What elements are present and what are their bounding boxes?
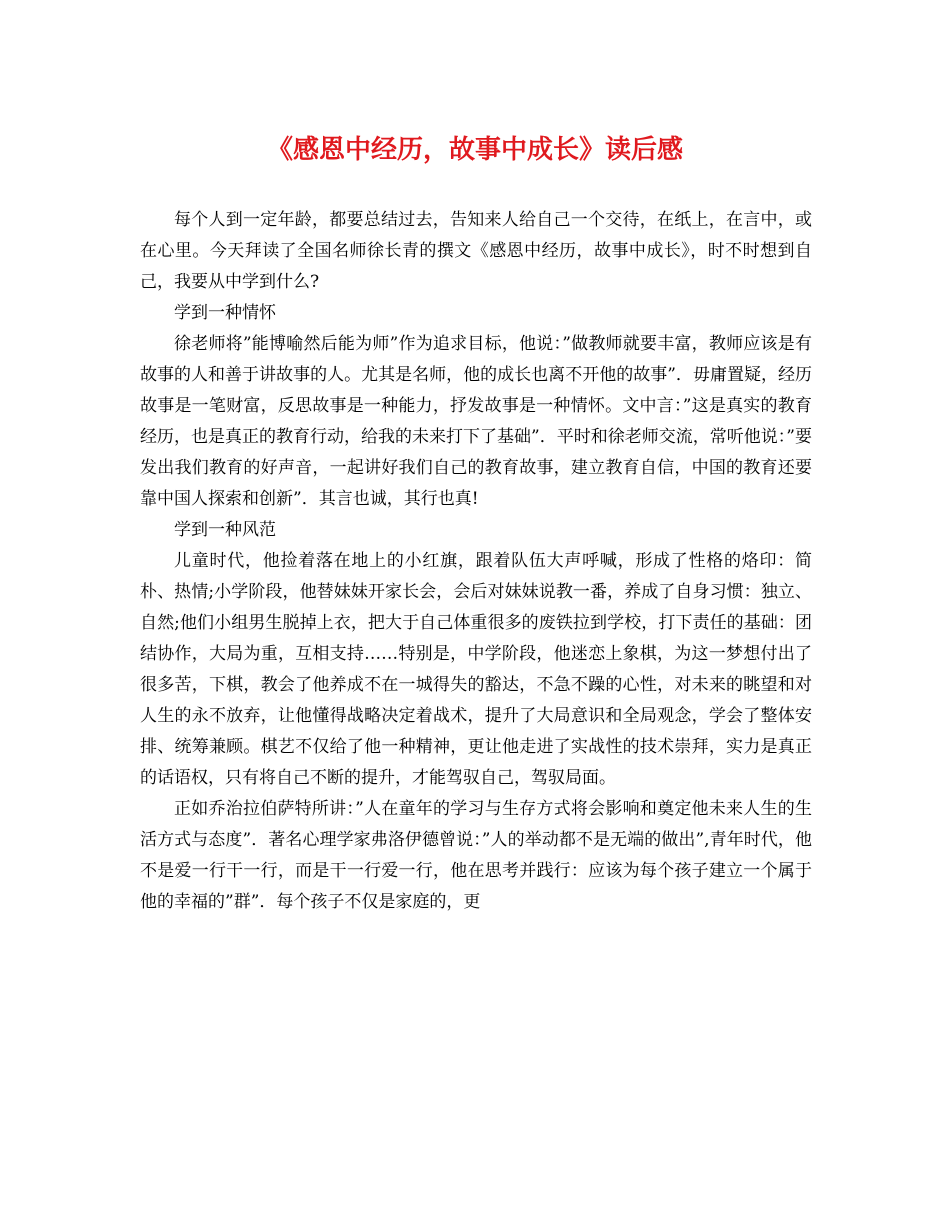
paragraph-intro: 每个人到一定年龄，都要总结过去，告知来人给自己一个交待，在纸上，在言中，或在心里。今天拜读了全国名师徐长青的撰文《感恩中经历，故事中成长》，时不时想到自己，我要从中学到什么?: [140, 210, 812, 292]
document-body: [140, 205, 812, 918]
document-title: 《感恩中经历，故事中成长》读后感: [266, 135, 683, 165]
paragraph-feeling: 徐老师将”能博喻然后能为师”作为追求目标，他说：”做教师就要丰富，教师应该是有故事的人和善于讲故事的人。尤其是名师，他的成长也离不开他的故事”．毋庸置疑，经历故事是一笔财富，反思故事是一种能力，抒发故事是一种情怀。文中言：”这是真实的教育经历，也是真正的教育行动，给我的未来打下了基础”．平时和徐老师交流，常听他说：”要发出我们教育的好声音，一起讲好我们自己的教育故事，建立教育自信，中国的教育还要靠中国人探索和创新”．其言也诚，其行也真!: [140, 334, 812, 509]
paragraph-childhood: 儿童时代，他捡着落在地上的小红旗，跟着队伍大声呼喊，形成了性格的烙印：简朴、热情;小学阶段，他替妹妹开家长会，会后对妹妹说教一番，养成了自身习惯：独立、自然;他们小组男生脱掉上衣，把大于自己体重很多的废铁拉到学校，打下责任的基础：团结协作，大局为重，互相支持……特别是，中学阶段，他迷恋上象棋，为这一梦想付出了很多苦，下棋，教会了他养成不在一城得失的豁达，不急不躁的心性，对未来的眺望和对人生的永不放弃，让他懂得战略决定着战术，提升了大局意识和全局观念，学会了整体安排、统筹兼顾。棋艺不仅给了他一种精神，更让他走进了实战性的技术崇拜，实力是真正的话语权，只有将自己不断的提升，才能驾驭自己，驾驭局面。: [140, 551, 812, 788]
section-heading-feeling: 学到一种情怀: [174, 303, 276, 323]
paragraph-quotes: 正如乔治拉伯萨特所讲：”人在童年的学习与生存方式将会影响和奠定他未来人生的生活方式与态度”．著名心理学家弗洛伊德曾说：”人的举动都不是无端的做出”,青年时代，他不是爱一行干一行，而是干一行爱一行，他在思考并践行：应该为每个孩子建立一个属于他的幸福的”群”．每个孩子不仅是家庭的，更: [140, 799, 812, 912]
section-heading-style: 学到一种风范: [174, 520, 276, 540]
